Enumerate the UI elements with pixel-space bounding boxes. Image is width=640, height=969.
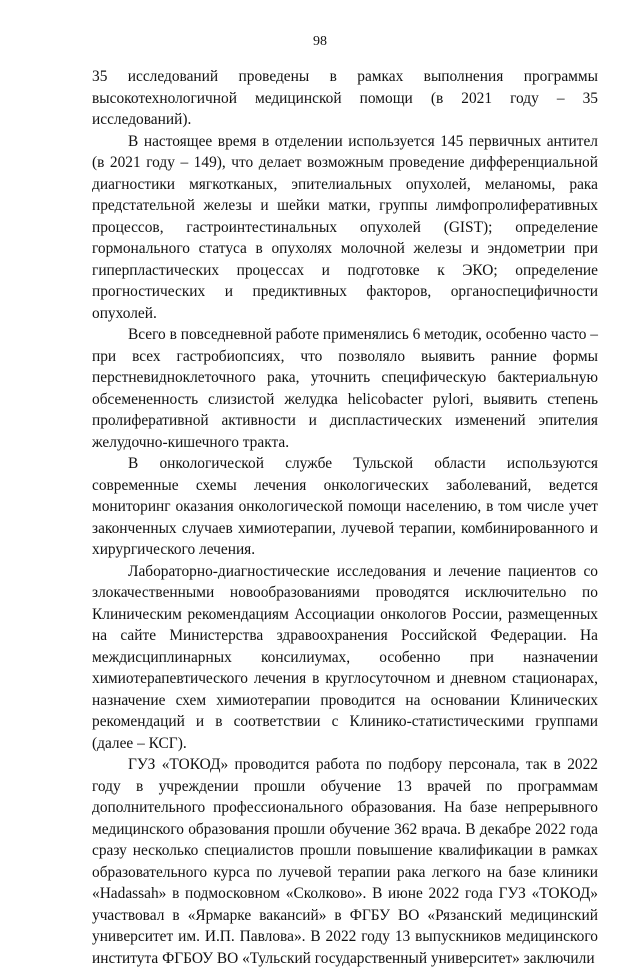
paragraph-methods: Всего в повседневной работе применялись 6 методик, особенно часто – при всех гастробиопсиях, что позволяло выявить ранние формы перстневидноклеточного рака, уточнить специфическую бактериальную обсемененность слизистой желудка helicobacter pylori, выявить степень пролиферативной активности и диспластических изменений эпителия желудочно-кишечного тракта. — [92, 326, 598, 451]
paragraph-oncology-service: В онкологической службе Тульской области используются современные схемы лечения онкологических заболеваний, ведется мониторинг оказания онкологической помощи населению, в том числе учет законченных случаев химиотерапии, лучевой терапии, комбинированного и хирургического лечения. — [92, 455, 598, 558]
paragraph-continuation: 35 исследований проведены в рамках выполнения программы высокотехнологичной медицинской помощи (в 2021 году – 35 исследований). — [92, 68, 598, 128]
paragraph-antibodies: В настоящее время в отделении используется 145 первичных антител (в 2021 году – 149), что делает возможным проведение дифференциальной диагностики мягкотканых, эпителиальных опухолей, меланомы, рака предстательной железы и шейки матки, группы лимфопролиферативных процессов, гастроинтестинальных опухолей (GIST); определение гормонального статуса в опухолях молочной железы и эндометрии при гиперпластических процессах и подготовке к ЭКО; определение прогностических и предиктивных факторов, органоспецифичности опухолей. — [92, 132, 598, 322]
page-body — [92, 66, 598, 969]
page-number: 98 — [313, 34, 327, 49]
paragraph-clinical-guidelines: Лабораторно-диагностические исследования и лечение пациентов со злокачественными новообразованиями проводятся исключительно по Клиническим рекомендациям Ассоциации онкологов России, размещенных на сайте Министерства здравоохранения Российской Федерации. На междисциплинарных консилиумах, особенно при назначении химиотерапевтического лечения в круглосуточном и дневном стационарах, назначение схем химиотерапии проводится на основании Клинических рекомендаций и в соответствии с Клинико-статистическими группами (далее – КСГ). — [92, 562, 598, 752]
paragraph-staff-training: ГУЗ «ТОКОД» проводится работа по подбору персонала, так в 2022 году в учреждении прошли обучение 13 врачей по программам дополнительного профессионального образования. На базе непрерывного медицинского образования прошли обучение 362 врача. В декабре 2022 года сразу несколько специалистов прошли повышение квалификации в рамках образовательного курса по лучевой терапии рака легкого на базе клиники «Hadassah» в подмосковном «Сколково». В июне 2022 года ГУЗ «ТОКОД» участвовал в «Ярмарке вакансий» в ФГБУ ВО «Рязанский медицинский университет им. И.П. Павлова». В 2022 году 13 выпускников медицинского института ФГБОУ ВО «Тульский государственный университет» заключили — [92, 756, 598, 967]
